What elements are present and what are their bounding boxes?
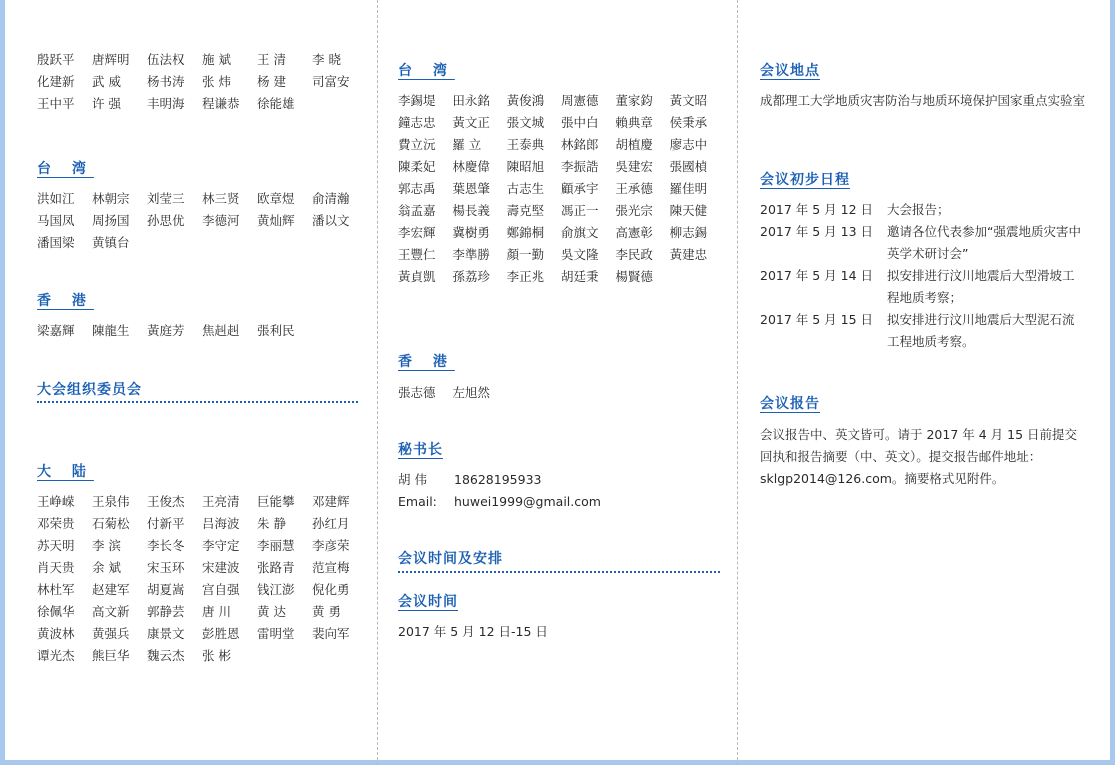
section-heading-arrangement: 会议时间及安排 xyxy=(398,551,503,567)
person-name: 黃貞凱 xyxy=(398,269,436,284)
person-name: 李长冬 xyxy=(147,538,185,553)
person-name: 魏云杰 xyxy=(147,648,185,663)
section-heading-hongkong: 香 港 xyxy=(398,354,455,370)
venue-text: 成都理工大学地质灾害防治与地质环境保护国家重点实验室 xyxy=(760,93,1086,108)
taiwan-member-list xyxy=(37,188,367,254)
email-link[interactable]: huwei1999@gmail.com xyxy=(454,494,601,509)
person-name: 張光宗 xyxy=(615,203,653,218)
person-name: 黃文昭 xyxy=(669,93,708,108)
person-name: 肖天贵 xyxy=(37,560,75,575)
person-name: 張文城 xyxy=(506,115,545,130)
schedule-event: 邀请各位代表参加“强震地质灾害中英学术研讨会” xyxy=(887,224,1081,261)
person-name: 胡植慶 xyxy=(615,137,653,152)
schedule-item xyxy=(760,309,1086,353)
person-name: 俞清瀚 xyxy=(312,191,350,206)
person-name: 翁孟嘉 xyxy=(398,203,436,218)
person-name: 李錫堤 xyxy=(398,93,436,108)
person-name: 胡夏嵩 xyxy=(147,582,185,597)
person-name: 董家鈞 xyxy=(615,93,653,108)
report-text: 会议报告中、英文皆可。请于 2017 年 4 月 15 日前提交回执和报告摘要（中、英文）。提交报告邮件地址：sklgp2014@126.com。摘要格式见附件。 xyxy=(760,427,1078,486)
person-name: 王泰典 xyxy=(506,137,545,152)
person-name: 葉恩肇 xyxy=(452,181,490,196)
person-name: 唐辉明 xyxy=(92,52,130,67)
person-name: 黄灿辉 xyxy=(257,213,295,228)
person-name: 費立沅 xyxy=(398,137,436,152)
person-name: 壽克堅 xyxy=(506,203,545,218)
person-name: 王峥嵘 xyxy=(37,494,75,509)
person-name: 徐能雄 xyxy=(257,96,295,111)
schedule-event: 大会报告； xyxy=(887,202,950,217)
person-name: 王泉伟 xyxy=(92,494,130,509)
person-name: 吕海波 xyxy=(202,516,240,531)
person-name: 石菊松 xyxy=(92,516,130,531)
person-name: 孙红月 xyxy=(312,516,350,531)
person-name: 裴向军 xyxy=(312,626,350,641)
person-name: 林三贤 xyxy=(202,191,240,206)
person-name: 孙思优 xyxy=(147,213,185,228)
person-name: 李民政 xyxy=(615,247,653,262)
person-name: 郭志禹 xyxy=(398,181,436,196)
schedule-date: 2017 年 5 月 12 日 xyxy=(760,202,874,217)
person-name: 侯秉承 xyxy=(669,115,708,130)
committee-member-list xyxy=(37,49,367,115)
person-name: 刘莹三 xyxy=(147,191,185,206)
person-name: 張志德 xyxy=(398,385,436,400)
person-name: 彭胜恩 xyxy=(202,626,240,641)
person-name: 田永銘 xyxy=(452,93,490,108)
person-name: 马国凤 xyxy=(37,213,75,228)
right-frame-bar xyxy=(1110,0,1115,765)
dotted-rule xyxy=(37,401,358,403)
person-name: 孫荔珍 xyxy=(452,269,490,284)
person-name: 邓建辉 xyxy=(312,494,350,509)
person-name: 宋玉环 xyxy=(147,560,185,575)
person-name: 黃建忠 xyxy=(669,247,708,262)
person-name: 宋建波 xyxy=(202,560,240,575)
person-name: 陳柔妃 xyxy=(398,159,436,174)
person-name: 徐佩华 xyxy=(37,604,75,619)
person-name: 李丽慧 xyxy=(257,538,295,553)
secretary-phone: 18628195933 xyxy=(454,472,542,487)
person-name: 杨书涛 xyxy=(147,74,185,89)
person-name: 潘国梁 xyxy=(37,235,75,250)
person-name: 康景文 xyxy=(147,626,185,641)
person-name: 邓荣贵 xyxy=(37,516,75,531)
person-name: 雷明堂 xyxy=(257,626,295,641)
person-name: 楊長義 xyxy=(452,203,490,218)
person-name: 楊賢德 xyxy=(615,269,653,284)
person-name: 馮正一 xyxy=(560,203,599,218)
meeting-time: 2017 年 5 月 12 日-15 日 xyxy=(398,624,548,639)
person-name: 顧承宇 xyxy=(560,181,599,196)
schedule-date: 2017 年 5 月 14 日 xyxy=(760,268,874,283)
column-divider xyxy=(377,0,378,765)
person-name: 吳建宏 xyxy=(615,159,653,174)
person-name: 付新平 xyxy=(147,516,185,531)
section-heading-taiwan: 台 湾 xyxy=(37,161,94,177)
person-name: 王俊杰 xyxy=(147,494,185,509)
schedule-date: 2017 年 5 月 13 日 xyxy=(760,224,874,239)
person-name: 谭光杰 xyxy=(37,648,75,663)
person-name: 鄭錦桐 xyxy=(506,225,545,240)
person-name: 林慶偉 xyxy=(452,159,490,174)
person-name: 林朝宗 xyxy=(92,191,130,206)
person-name: 巨能攀 xyxy=(257,494,295,509)
email-label: Email: xyxy=(398,494,437,509)
person-name: 陳天健 xyxy=(669,203,708,218)
person-name: 張中白 xyxy=(560,115,599,130)
person-name: 黄强兵 xyxy=(92,626,130,641)
person-name: 武 威 xyxy=(92,74,121,89)
section-heading-taiwan: 台 湾 xyxy=(398,63,455,79)
person-name: 左旭然 xyxy=(452,385,490,400)
schedule-item xyxy=(760,199,1086,221)
schedule-event: 拟安排进行汶川地震后大型滑坡工程地质考察； xyxy=(887,268,1075,305)
person-name: 顏一勤 xyxy=(506,247,545,262)
section-heading-mainland: 大 陆 xyxy=(37,464,94,480)
person-name: 黄 勇 xyxy=(312,604,341,619)
person-name: 王中平 xyxy=(37,96,75,111)
section-heading-venue: 会议地点 xyxy=(760,63,820,79)
person-name: 李德河 xyxy=(202,213,240,228)
person-name: 林銘郎 xyxy=(560,137,599,152)
person-name: 朱 静 xyxy=(257,516,286,531)
person-name: 程谦恭 xyxy=(202,96,240,111)
left-frame-bar xyxy=(0,0,5,765)
person-name: 羅 立 xyxy=(452,137,482,152)
section-heading-committee: 大会组织委员会 xyxy=(37,382,142,398)
person-name: 黄镇台 xyxy=(92,235,130,250)
person-name: 李 滨 xyxy=(92,538,121,553)
person-name: 陳昭旭 xyxy=(506,159,545,174)
person-name: 柳志錫 xyxy=(669,225,708,240)
person-name: 李準勝 xyxy=(452,247,490,262)
person-name: 郭静芸 xyxy=(147,604,185,619)
bottom-frame-bar xyxy=(0,760,1115,765)
secretary-email xyxy=(398,491,601,513)
person-name: 倪化勇 xyxy=(312,582,350,597)
person-name: 伍法权 xyxy=(147,52,185,67)
person-name: 梁嘉輝 xyxy=(37,323,75,338)
section-heading-report: 会议报告 xyxy=(760,396,820,412)
person-name: 欧章煜 xyxy=(257,191,295,206)
person-name: 潘以文 xyxy=(312,213,350,228)
person-name: 高文新 xyxy=(92,604,130,619)
person-name: 王承德 xyxy=(615,181,653,196)
taiwan-member-list xyxy=(398,90,724,288)
person-name: 周扬国 xyxy=(92,213,130,228)
person-name: 化建新 xyxy=(37,74,75,89)
section-heading-schedule: 会议初步日程 xyxy=(760,172,850,188)
person-name: 张 炜 xyxy=(202,74,231,89)
person-name: 賴典章 xyxy=(615,115,653,130)
person-name: 李振誥 xyxy=(560,159,599,174)
person-name: 吳文隆 xyxy=(560,247,599,262)
person-name: 张路青 xyxy=(257,560,295,575)
person-name: 熊巨华 xyxy=(92,648,130,663)
person-name: 钱江澎 xyxy=(257,582,295,597)
secretary-name-label: 胡 伟 xyxy=(398,472,427,487)
schedule-item xyxy=(760,265,1086,309)
person-name: 胡廷秉 xyxy=(560,269,599,284)
person-name: 张 彬 xyxy=(202,648,231,663)
section-heading-hongkong: 香 港 xyxy=(37,293,94,309)
person-name: 许 强 xyxy=(92,96,121,111)
person-name: 黃庭芳 xyxy=(147,323,185,338)
schedule-list xyxy=(760,199,1086,353)
schedule-item xyxy=(760,221,1086,265)
person-name: 羅佳明 xyxy=(669,181,708,196)
person-name: 王亮清 xyxy=(202,494,240,509)
person-name: 焦赳赳 xyxy=(202,323,240,338)
person-name: 鐘志忠 xyxy=(398,115,436,130)
person-name: 施 斌 xyxy=(202,52,231,67)
schedule-date: 2017 年 5 月 15 日 xyxy=(760,312,874,327)
person-name: 高憲彰 xyxy=(615,225,653,240)
person-name: 宫自强 xyxy=(202,582,240,597)
person-name: 冀樹勇 xyxy=(452,225,490,240)
person-name: 周憲德 xyxy=(560,93,599,108)
person-name: 余 斌 xyxy=(92,560,121,575)
person-name: 唐 川 xyxy=(202,604,231,619)
person-name: 黃文正 xyxy=(452,115,490,130)
dotted-rule xyxy=(398,571,720,573)
person-name: 林杜军 xyxy=(37,582,75,597)
section-heading-time: 会议时间 xyxy=(398,594,458,610)
schedule-event: 拟安排进行汶川地震后大型泥石流工程地质考察。 xyxy=(887,312,1075,349)
person-name: 陳龍生 xyxy=(92,323,130,338)
person-name: 苏天明 xyxy=(37,538,75,553)
person-name: 黄 达 xyxy=(257,604,286,619)
person-name: 張利民 xyxy=(257,323,295,338)
person-name: 赵建军 xyxy=(92,582,130,597)
person-name: 黄波林 xyxy=(37,626,75,641)
person-name: 李宏輝 xyxy=(398,225,436,240)
hongkong-member-list xyxy=(37,320,367,342)
section-heading-secretary: 秘书长 xyxy=(398,442,443,458)
person-name: 李守定 xyxy=(202,538,240,553)
person-name: 李 晓 xyxy=(312,52,341,67)
person-name: 張國楨 xyxy=(669,159,708,174)
person-name: 殷跃平 xyxy=(37,52,75,67)
person-name: 杨 建 xyxy=(257,74,286,89)
column-divider xyxy=(737,0,738,765)
person-name: 李正兆 xyxy=(506,269,545,284)
person-name: 俞旗文 xyxy=(560,225,599,240)
mainland-member-list xyxy=(37,491,367,667)
person-name: 丰明海 xyxy=(147,96,185,111)
secretary-name xyxy=(398,469,541,491)
person-name: 司富安 xyxy=(312,74,350,89)
hongkong-member-list xyxy=(398,382,724,404)
person-name: 黃俊鴻 xyxy=(506,93,545,108)
person-name: 范宣梅 xyxy=(312,560,350,575)
person-name: 古志生 xyxy=(506,181,545,196)
person-name: 廖志中 xyxy=(669,137,708,152)
person-name: 王 清 xyxy=(257,52,286,67)
person-name: 洪如江 xyxy=(37,191,75,206)
person-name: 李彦荣 xyxy=(312,538,350,553)
person-name: 王豐仁 xyxy=(398,247,436,262)
